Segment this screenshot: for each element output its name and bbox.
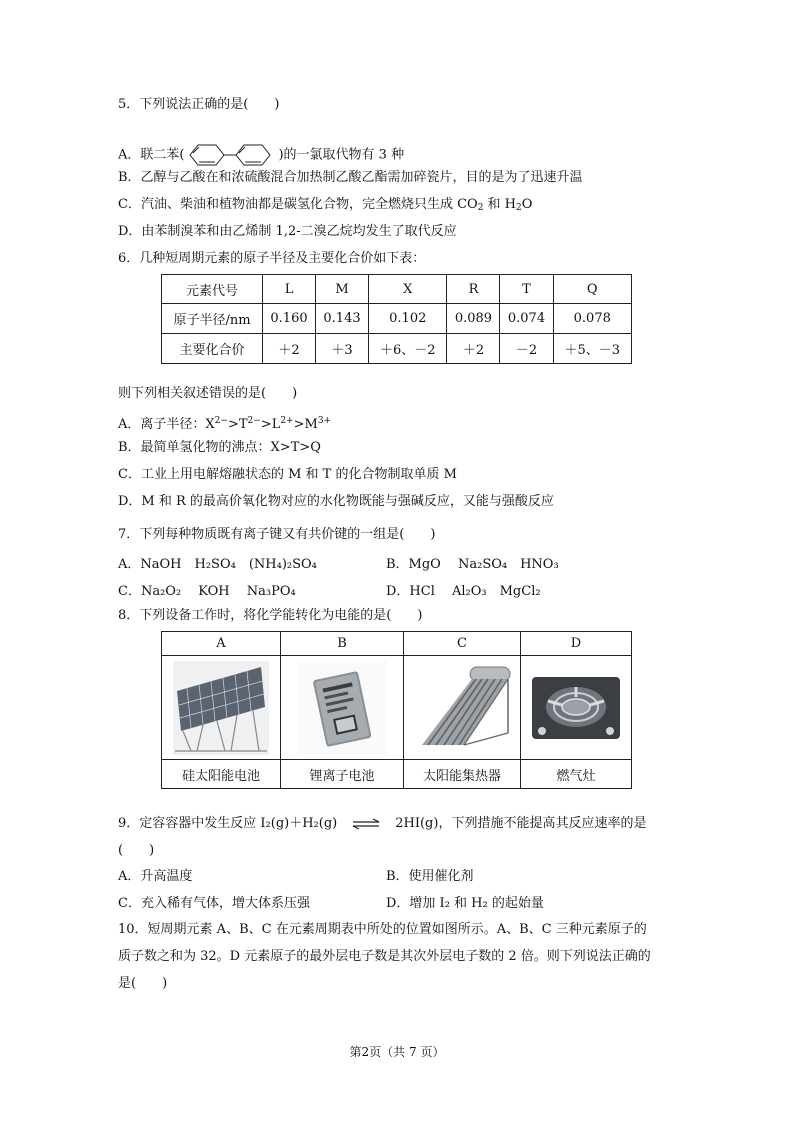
q6-question: 则下列相关叙述错误的是( ) [118, 386, 298, 401]
gas-stove-image [528, 661, 624, 755]
table-cell: ＋2 [447, 334, 500, 364]
table-row [162, 334, 632, 364]
q7-stem: 7．下列每种物质既有离子键又有共价键的一组是( ) [118, 527, 436, 542]
table-row [162, 304, 632, 334]
table-image-cell [281, 656, 404, 760]
q5-option-b: B．乙醇与乙酸在和浓硫酸混合加热制乙酸乙酯需加碎瓷片，目的是为了迅速升温 [118, 170, 583, 185]
table-image-cell [521, 656, 632, 760]
table-row-label: 元素代号 [162, 275, 263, 304]
q6-option-b: B．最简单氢化物的沸点：X>T>Q [118, 440, 321, 455]
table-image-cell [404, 656, 521, 760]
q5-option-c: C．汽油、柴油和植物油都是碳氢化合物，完全燃烧只生成 $CO_2$ 和 $H_2O$ [118, 197, 533, 213]
table-row-label: 主要化合价 [162, 334, 263, 364]
q9-stem [118, 815, 646, 833]
q5-option-a-post: )的一氯取代物有 3 种 [278, 147, 405, 163]
q6-stem: 6．几种短周期元素的原子半径及主要化合价如下表： [118, 251, 426, 266]
q9-paren: ( ) [118, 843, 155, 858]
q7-option-b: B．MgO Na₂SO₄ HNO₃ [386, 557, 559, 572]
table-cell: 0.078 [553, 304, 632, 334]
lithium-battery-image [297, 661, 387, 755]
q9-option-d: D．增加 I₂ 和 H₂ 的起始量 [386, 896, 544, 911]
q6-option-d: D．M 和 R 的最高价氧化物对应的水化物既能与强碱反应，又能与强酸反应 [118, 494, 554, 509]
table-header-cell: C [404, 632, 521, 656]
q9-option-c: C．充入稀有气体，增大体系压强 [118, 896, 310, 911]
solar-panel-image [173, 661, 269, 755]
table-cell: ＋2 [263, 334, 316, 364]
table-caption-cell: 太阳能集热器 [404, 760, 521, 789]
q9-stem-pre: 9．定容容器中发生反应 I₂(g)＋H₂(g) [118, 816, 338, 831]
q7-option-c: C．Na₂O₂ KOH Na₃PO₄ [118, 584, 296, 599]
q7-option-a: A．NaOH H₂SO₄ (NH₄)₂SO₄ [118, 557, 317, 572]
table-caption-cell: 锂离子电池 [281, 760, 404, 789]
table-cell: ＋3 [316, 334, 369, 364]
q6-option-a-label: A．离子半径：X [118, 417, 215, 432]
table-cell: R [447, 275, 500, 304]
table-row [162, 275, 632, 304]
q10-line2: 质子数之和为 32。D 元素原子的最外层电子数是其次外层电子数的 2 倍。则下列说法正确的 [118, 949, 651, 964]
table-cell: T [500, 275, 553, 304]
table-header-cell: A [162, 632, 281, 656]
table-caption-cell: 硅太阳能电池 [162, 760, 281, 789]
page-footer: 第2页（共 7 页） [349, 1045, 445, 1059]
table-caption-cell: 燃气灶 [521, 760, 632, 789]
q10-line1: 10．短周期元素 A、B、C 在元素周期表中所处的位置如图所示。A、B、C 三种元素原子的 [118, 922, 647, 937]
q6-option-a: A．离子半径：$X^{2-}>T^{2-}>L^{2+}>M^{3+}$ [118, 416, 332, 432]
q10-line3: 是( ) [118, 976, 168, 991]
q5-option-a [118, 142, 404, 168]
device-table [161, 631, 632, 789]
q7-option-d: D．HCl Al₂O₃ MgCl₂ [386, 584, 541, 599]
q9-option-a: A．升高温度 [118, 869, 193, 884]
table-cell: X [369, 275, 447, 304]
q5-option-c-part1: C．汽油、柴油和植物油都是碳氢化合物，完全燃烧只生成 CO [118, 197, 478, 212]
q9-option-b: B．使用催化剂 [386, 869, 474, 884]
table-row [162, 760, 632, 789]
table-row [162, 656, 632, 760]
table-header-cell: D [521, 632, 632, 656]
q5-option-d: D．由苯制溴苯和由乙烯制 1,2-二溴乙烷均发生了取代反应 [118, 224, 457, 239]
table-row-label: 原子半径/nm [162, 304, 263, 334]
q5-option-a-pre: A．联二苯( [118, 147, 185, 163]
q5-option-c-part2: 和 H [483, 197, 517, 212]
q5-option-c-part3: O [521, 197, 533, 212]
table-cell: ＋6、－2 [369, 334, 447, 364]
table-header-cell: B [281, 632, 404, 656]
q9-stem-post: 2HI(g)，下列措施不能提高其反应速率的是 [395, 816, 647, 831]
solar-water-heater-image [412, 661, 512, 755]
table-image-cell [162, 656, 281, 760]
table-cell: 0.143 [316, 304, 369, 334]
table-cell: 0.102 [369, 304, 447, 334]
equilibrium-arrow-icon [351, 818, 381, 830]
q6-option-c: C．工业上用电解熔融状态的 M 和 T 的化合物制取单质 M [118, 467, 457, 482]
table-row [162, 632, 632, 656]
table-cell: 0.089 [447, 304, 500, 334]
table-cell: Q [553, 275, 632, 304]
table-cell: －2 [500, 334, 553, 364]
table-cell: M [316, 275, 369, 304]
q8-stem: 8．下列设备工作时，将化学能转化为电能的是( ) [118, 608, 423, 623]
biphenyl-structure-icon [184, 142, 278, 168]
table-cell: L [263, 275, 316, 304]
table-cell: 0.160 [263, 304, 316, 334]
element-table [161, 274, 632, 364]
table-cell: ＋5、－3 [553, 334, 632, 364]
table-cell: 0.074 [500, 304, 553, 334]
q5-stem: 5．下列说法正确的是( ) [118, 97, 280, 112]
